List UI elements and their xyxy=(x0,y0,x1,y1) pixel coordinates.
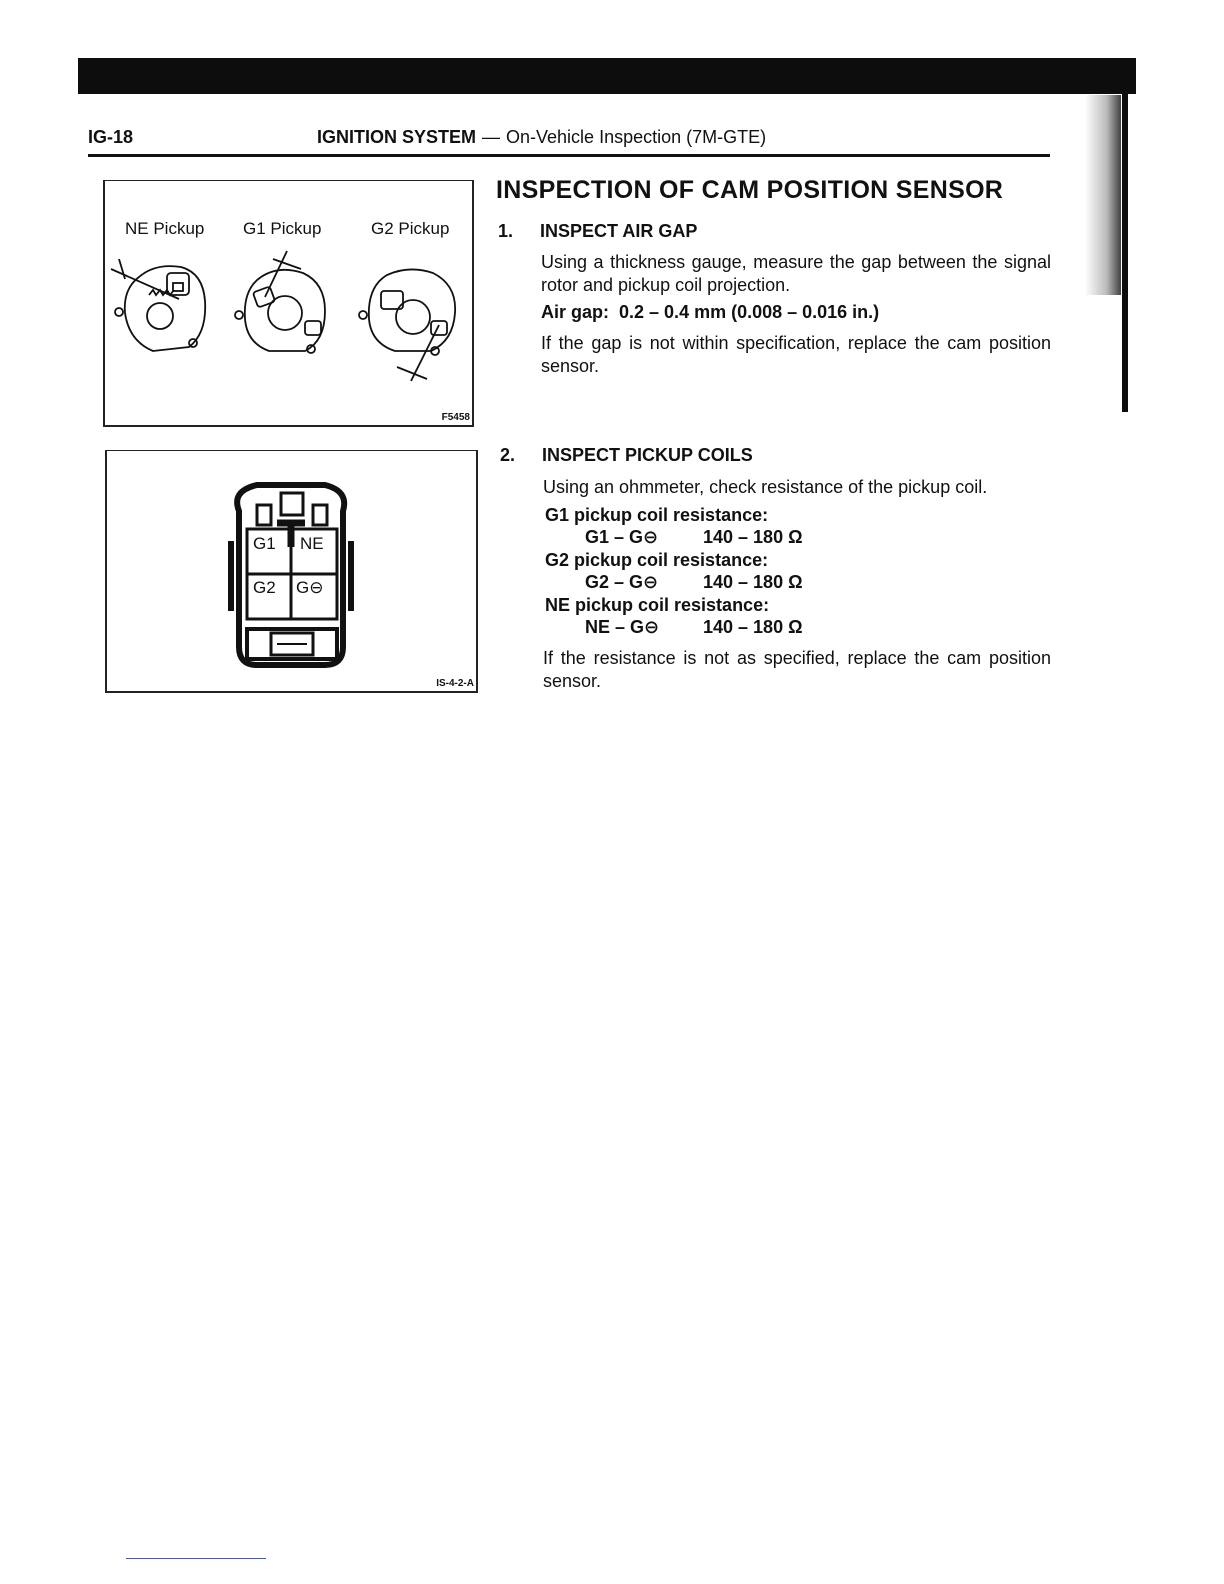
pickup-diagrams-illustration xyxy=(105,181,472,425)
spec-label: Air gap: xyxy=(541,302,610,322)
terminals: NE – G⊖ xyxy=(585,617,660,637)
ne-resistance-value xyxy=(585,617,803,638)
g2-pickup-label: G2 Pickup xyxy=(371,219,450,238)
header-rule xyxy=(88,154,1050,157)
ne-pickup-label: NE Pickup xyxy=(125,219,205,238)
pin-g-minus: G⊖ xyxy=(296,578,324,597)
g2-resistance-value xyxy=(585,572,803,593)
resistance-range: 140 – 180 Ω xyxy=(703,617,803,637)
step-2-note: If the resistance is not as specified, replace the cam position sensor. xyxy=(543,648,1051,691)
scan-edge-shadow xyxy=(1085,95,1121,295)
pickup-figure xyxy=(103,180,474,427)
g2-resistance-label: G2 pickup coil resistance: xyxy=(545,550,769,570)
connector-figure xyxy=(105,450,478,693)
scan-edge-bar xyxy=(1122,92,1128,412)
terminals: G2 – G⊖ xyxy=(585,572,659,592)
top-scan-bar xyxy=(78,58,1136,94)
figure-code: IS-4-2-A xyxy=(436,678,474,689)
ne-resistance-label: NE pickup coil resistance: xyxy=(545,595,770,615)
air-gap-spec xyxy=(541,302,879,323)
pin-g1: G1 xyxy=(253,534,276,553)
section-title xyxy=(317,127,766,148)
subsection-name: On-Vehicle Inspection (7M-GTE) xyxy=(506,127,767,147)
scan-artifact-line xyxy=(126,1558,266,1559)
pin-g2: G2 xyxy=(253,578,276,597)
page-number: IG-18 xyxy=(88,127,134,147)
step-2-heading xyxy=(500,445,1060,469)
resistance-range: 140 – 180 Ω xyxy=(703,572,803,592)
step-2-text: Using an ohmmeter, check resistance of the pickup coil. xyxy=(543,477,988,497)
terminals: G1 – G⊖ xyxy=(585,527,659,547)
section-name: IGNITION SYSTEM xyxy=(317,127,477,147)
page-header xyxy=(88,127,1050,153)
g1-pickup-label: G1 Pickup xyxy=(243,219,322,238)
step-1-note: If the gap is not within specification, replace the cam position sensor. xyxy=(541,333,1051,376)
figure-code: F5458 xyxy=(441,412,470,423)
pin-ne: NE xyxy=(300,534,324,553)
page-title: INSPECTION OF CAM POSITION SENSOR xyxy=(496,176,1004,204)
resistance-range: 140 – 180 Ω xyxy=(703,527,803,547)
step-title: INSPECT PICKUP COILS xyxy=(542,445,753,465)
g1-resistance-value xyxy=(585,527,803,548)
step-title: INSPECT AIR GAP xyxy=(540,221,698,241)
header-dash: — xyxy=(482,127,501,147)
spec-value: 0.2 – 0.4 mm (0.008 – 0.016 in.) xyxy=(619,302,880,322)
connector-illustration xyxy=(107,451,476,691)
g1-resistance-label: G1 pickup coil resistance: xyxy=(545,505,769,525)
step-number: 1. xyxy=(498,221,514,241)
step-1-text: Using a thickness gauge, measure the gap between the signal rotor and pickup coil projection. xyxy=(541,252,1051,295)
step-number: 2. xyxy=(500,445,516,465)
step-1-heading xyxy=(498,221,1058,245)
